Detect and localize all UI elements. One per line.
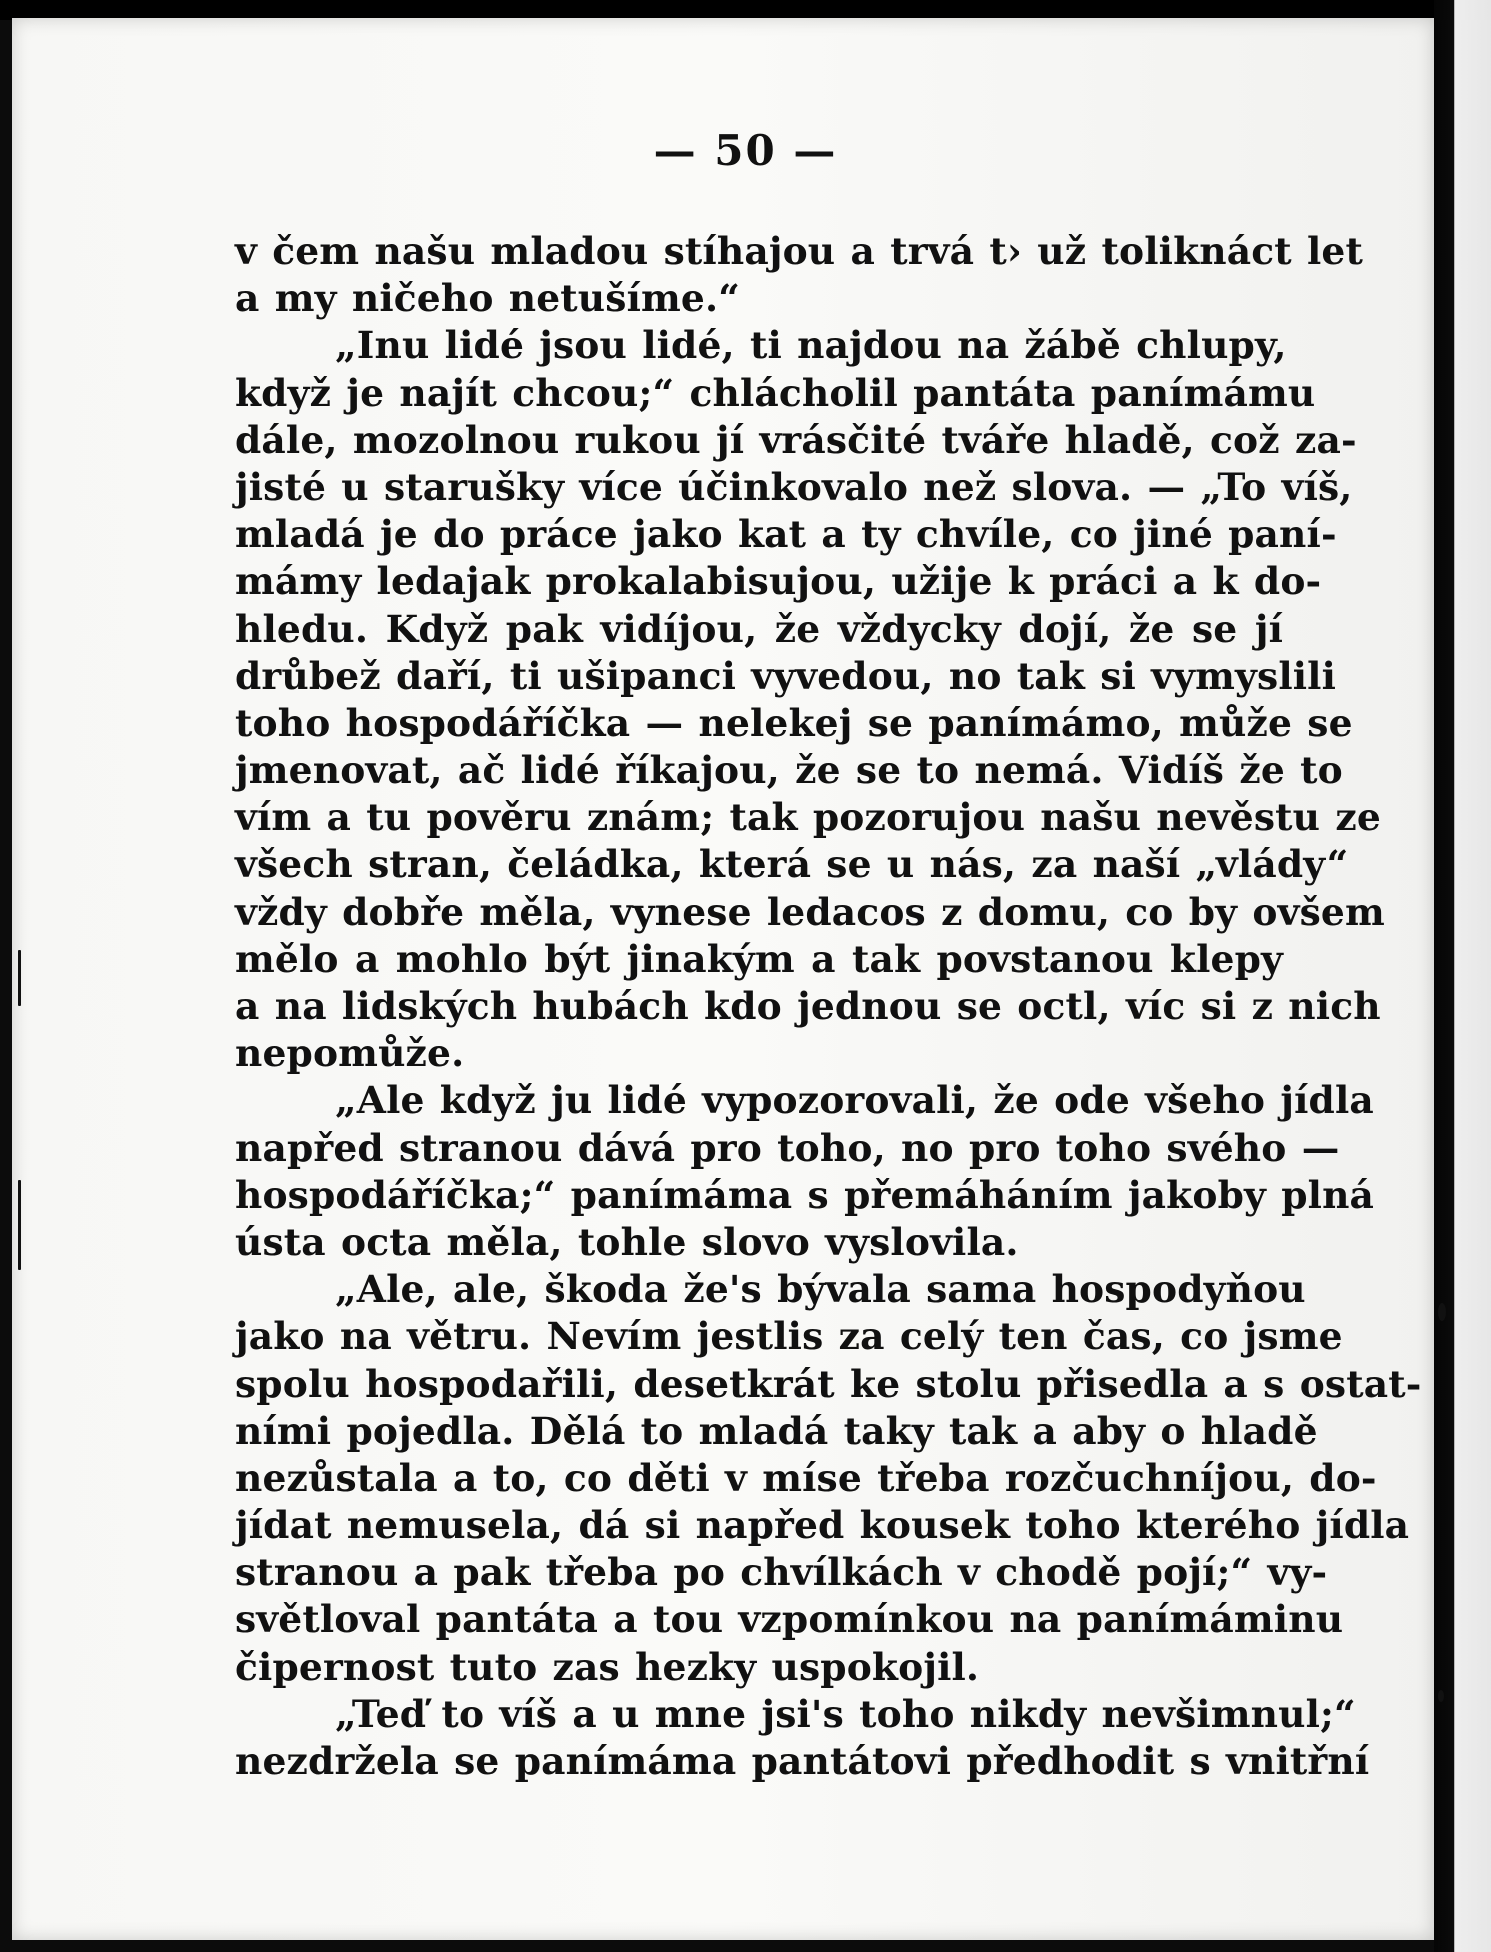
text-line: ústa octa měla, tohle slovo vyslovila. xyxy=(235,1219,1019,1264)
text-line: hospodáříčka;“ panímáma s přemáháním jakoby plná xyxy=(235,1172,1375,1217)
text-line: mělo a mohlo být jinakým a tak povstanou klepy xyxy=(235,936,1283,981)
text-line: ními pojedla. Dělá to mladá taky tak a aby o hladě xyxy=(235,1408,1318,1453)
text-line: „Inu lidé jsou lidé, ti najdou na žábě chlupy, xyxy=(335,323,1287,368)
text-line: „Ale když ju lidé vypozorovali, že ode všeho jídla xyxy=(335,1078,1374,1123)
text-line: a na lidských hubách kdo jednou se octl, víc si z nich xyxy=(235,984,1381,1028)
text-line: vždy dobře měla, vynese ledacos z domu, co by ovšem xyxy=(235,889,1385,934)
text-line: jídat nemusela, dá si napřed kousek toho kterého jídla xyxy=(235,1503,1410,1548)
text-line: jisté u starušky více účinkovalo než slova. — „To víš, xyxy=(235,464,1353,509)
text-line: „Ale, ale, škoda že's bývala sama hospodyňou xyxy=(335,1267,1306,1312)
scan-speck xyxy=(18,1180,21,1270)
text-line: čipernost tuto zas hezky uspokojil. xyxy=(235,1644,980,1689)
top-scan-edge xyxy=(0,0,1491,20)
text-line: nezdržela se panímáma pantátovi předhodit s vnitřní xyxy=(235,1739,1370,1783)
text-line: drůbež daří, ti ušipanci vyvedou, no tak si vymyslili xyxy=(235,653,1337,698)
text-line: jmenovat, ač lidé říkajou, že se to nemá. Vidíš že to xyxy=(235,748,1343,793)
scan-speck xyxy=(1438,1690,1444,1702)
text-line: mladá je do práce jako kat a ty chvíle, co jiné paní- xyxy=(235,512,1337,557)
text-line: vím a tu pověru znám; tak pozorujou našu nevěstu ze xyxy=(235,795,1381,840)
text-line: světloval pantáta a tou vzpomínkou na panímáminu xyxy=(235,1597,1344,1642)
text-line: všech stran, čeládka, která se u nás, za naší „vlády“ xyxy=(235,842,1349,887)
body-text xyxy=(235,228,1422,1785)
text-line: stranou a pak třeba po chvílkách v chodě pojí;“ vy- xyxy=(235,1550,1328,1595)
text-line: v čem našu mladou stíhajou a trvá t› už toliknáct let xyxy=(235,229,1363,273)
text-line: když je najít chcou;“ chlácholil pantáta panímámu xyxy=(235,370,1316,415)
text-line: spolu hospodařili, desetkrát ke stolu přisedla a s ostat- xyxy=(235,1361,1422,1406)
text-line: napřed stranou dává pro toho, no pro toho svého — xyxy=(235,1125,1340,1170)
text-line: nepomůže. xyxy=(235,1031,465,1076)
page-number: — 50 — xyxy=(653,126,838,175)
text-line: toho hospodáříčka — nelekej se panímámo, může se xyxy=(235,700,1353,745)
scan-speck xyxy=(1438,1303,1446,1321)
text-line: a my ničeho netušíme.“ xyxy=(235,276,740,321)
text-line: jako na větru. Nevím jestlis za celý ten čas, co jsme xyxy=(235,1314,1343,1359)
scan-speck xyxy=(18,950,21,1006)
text-line: mámy ledajak prokalabisujou, užije k práci a k do- xyxy=(235,559,1322,604)
right-scan-edge xyxy=(1434,0,1491,1952)
text-line: hledu. Když pak vidíjou, že vždycky dojí, že se jí xyxy=(235,606,1283,651)
text-line: nezůstala a to, co děti v míse třeba rozčuchníjou, do- xyxy=(235,1455,1377,1500)
text-line: dále, mozolnou rukou jí vrásčité tváře hladě, což za- xyxy=(235,417,1357,462)
text-line: „Teď to víš a u mne jsi's toho nikdy nevšimnul;“ xyxy=(335,1691,1356,1736)
